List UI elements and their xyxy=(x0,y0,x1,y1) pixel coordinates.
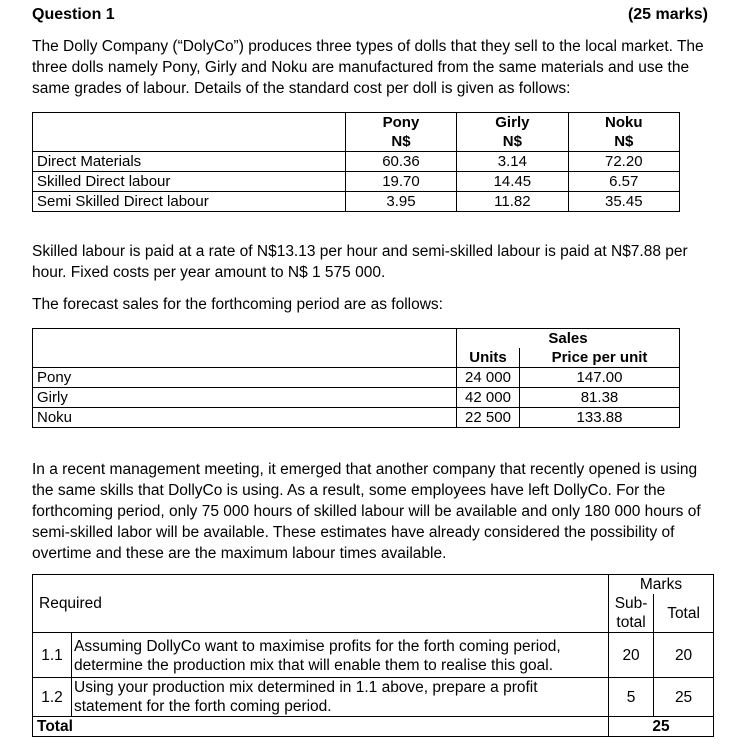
req-footer-value: 25 xyxy=(609,717,714,737)
cost-col-name: Noku xyxy=(605,114,643,131)
sales-price: 147.00 xyxy=(520,368,680,388)
question-marks: (25 marks) xyxy=(627,6,708,23)
req-footer-label: Total xyxy=(33,717,609,737)
sales-price: 133.88 xyxy=(520,408,680,428)
req-header-row xyxy=(33,575,714,595)
cost-cell: 3.95 xyxy=(345,192,456,212)
forecast-paragraph: The forecast sales for the forthcoming period are as follows: xyxy=(32,296,443,313)
cost-row-label: Semi Skilled Direct labour xyxy=(33,192,346,212)
sales-header-row xyxy=(33,329,680,349)
sales-header-blank xyxy=(33,329,457,368)
sales-units: 42 000 xyxy=(457,388,520,408)
req-item-text: Using your production mix determined in 1.1 above, prepare a profit statement for the forth coming period. xyxy=(72,678,609,717)
subtotal-header: Sub-total xyxy=(609,594,654,633)
marks-header: Marks xyxy=(609,575,714,595)
cost-col-pony xyxy=(345,113,456,152)
sales-row-label: Girly xyxy=(33,388,457,408)
question-title: Question 1 xyxy=(32,6,115,23)
cost-cell: 60.36 xyxy=(345,152,456,172)
cost-header-blank xyxy=(33,113,346,152)
cost-row xyxy=(33,152,680,172)
req-item-row xyxy=(33,678,714,717)
cost-header-row xyxy=(33,113,680,152)
standard-cost-table xyxy=(32,112,680,212)
cost-col-unit: N$ xyxy=(391,133,411,150)
req-item-row xyxy=(33,633,714,678)
cost-row-label: Direct Materials xyxy=(33,152,346,172)
sales-units: 24 000 xyxy=(457,368,520,388)
req-footer-row xyxy=(33,717,714,737)
sales-price: 81.38 xyxy=(520,388,680,408)
sales-header: Sales xyxy=(457,329,680,349)
cost-col-unit: N$ xyxy=(502,133,522,150)
sales-row xyxy=(33,388,680,408)
sales-row xyxy=(33,368,680,388)
meeting-paragraph: In a recent management meeting, it emerged that another company that recently opened is using the same skills that DollyCo is using. As a result, some employees have left DollyCo. For the forthcoming period, only 75 000 hours of skilled labour will be available and only 180 000 hours of semi-skilled labor will be available. These estimates have already considered the possibility of overtime and these are the maximum labour times available. xyxy=(32,461,701,562)
cost-cell: 6.57 xyxy=(568,172,679,192)
forecast-sales-table xyxy=(32,328,680,428)
intro-paragraph: The Dolly Company (“DolyCo”) produces three types of dolls that they sell to the local market. The three dolls namely Pony, Girly and Noku are manufactured from the same materials and use the same grades of labour. Details of the standard cost per doll is given as follows: xyxy=(32,38,704,97)
cost-row-label: Skilled Direct labour xyxy=(33,172,346,192)
cost-cell: 72.20 xyxy=(568,152,679,172)
cost-row xyxy=(33,172,680,192)
req-item-subtotal: 5 xyxy=(609,678,654,717)
cost-col-name: Pony xyxy=(382,114,420,131)
cost-col-girly xyxy=(457,113,568,152)
req-item-total: 20 xyxy=(654,633,714,678)
cost-col-noku xyxy=(568,113,679,152)
sales-row-label: Noku xyxy=(33,408,457,428)
units-header: Units xyxy=(457,348,520,368)
req-item-text: Assuming DollyCo want to maximise profits for the forth coming period, determine the production mix that will enable them to realise this goal. xyxy=(72,633,609,678)
req-item-number: 1.2 xyxy=(33,678,72,717)
cost-col-unit: N$ xyxy=(614,133,634,150)
labour-rates-paragraph: Skilled labour is paid at a rate of N$13.13 per hour and semi-skilled labour is paid at N$7.88 per hour. Fixed costs per year amount to N$ 1 575 000. xyxy=(32,243,688,281)
req-item-number: 1.1 xyxy=(33,633,72,678)
price-header: Price per unit xyxy=(520,348,680,368)
cost-cell: 3.14 xyxy=(457,152,568,172)
cost-row xyxy=(33,192,680,212)
cost-col-name: Girly xyxy=(495,114,530,131)
sales-row xyxy=(33,408,680,428)
sales-row-label: Pony xyxy=(33,368,457,388)
cost-cell: 14.45 xyxy=(457,172,568,192)
req-item-total: 25 xyxy=(654,678,714,717)
req-item-subtotal: 20 xyxy=(609,633,654,678)
cost-cell: 11.82 xyxy=(457,192,568,212)
cost-cell: 19.70 xyxy=(345,172,456,192)
cost-cell: 35.45 xyxy=(568,192,679,212)
total-header: Total xyxy=(654,594,714,633)
sales-units: 22 500 xyxy=(457,408,520,428)
required-table xyxy=(32,574,714,737)
required-label: Required xyxy=(33,575,609,633)
